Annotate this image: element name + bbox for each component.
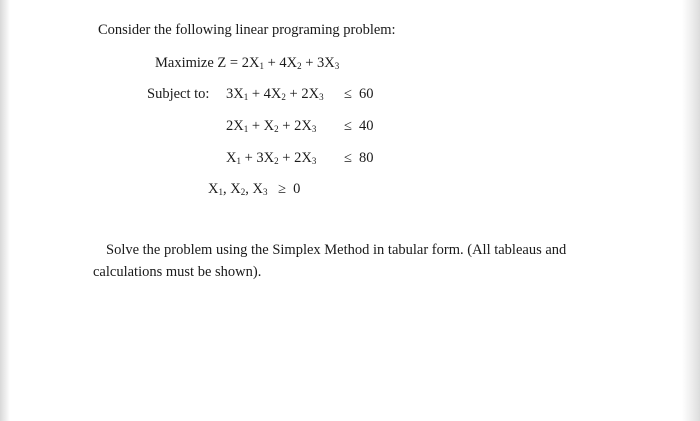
instruction-line-1: Solve the problem using the Simplex Method in tabular form. (All tableaus and — [106, 242, 567, 258]
objective-term-3: 3X — [317, 55, 335, 71]
page-left-edge — [0, 0, 10, 421]
constraint-2-rhs: 40 — [359, 118, 374, 134]
constraint-1-rhs: 60 — [359, 86, 374, 102]
constraint-2-relation: ≤ 40 — [344, 118, 374, 134]
instruction-line-2: calculations must be shown). — [93, 264, 262, 280]
page-right-edge — [682, 0, 700, 421]
subject-to-label: Subject to: — [147, 86, 210, 102]
objective-term-2: 4X — [279, 55, 298, 71]
objective-function: Maximize $Z = 2X_1 + 4X_2 + 3X_3$ — [155, 55, 340, 71]
non-negativity-constraint: $X_1$, $X_2$, $X_3 \ge 0$ — [208, 181, 301, 197]
objective-label: Maximize Z = — [155, 55, 242, 71]
intro-text: Consider the following linear programing problem: — [98, 22, 396, 38]
constraint-2: $2X_1 + X_2 + 2X_3$ — [226, 118, 317, 134]
objective-term-1: 2X — [241, 55, 260, 71]
constraint-3: $X_1 + 3X_2 + 2X_3$ — [226, 150, 317, 166]
constraint-3-rhs: 80 — [359, 150, 374, 166]
constraint-1-relation: ≤ 60 — [344, 86, 374, 102]
constraint-1: $3X_1 + 4X_2 + 2X_3$ — [226, 86, 324, 102]
constraint-3-relation: ≤ 80 — [344, 150, 374, 166]
